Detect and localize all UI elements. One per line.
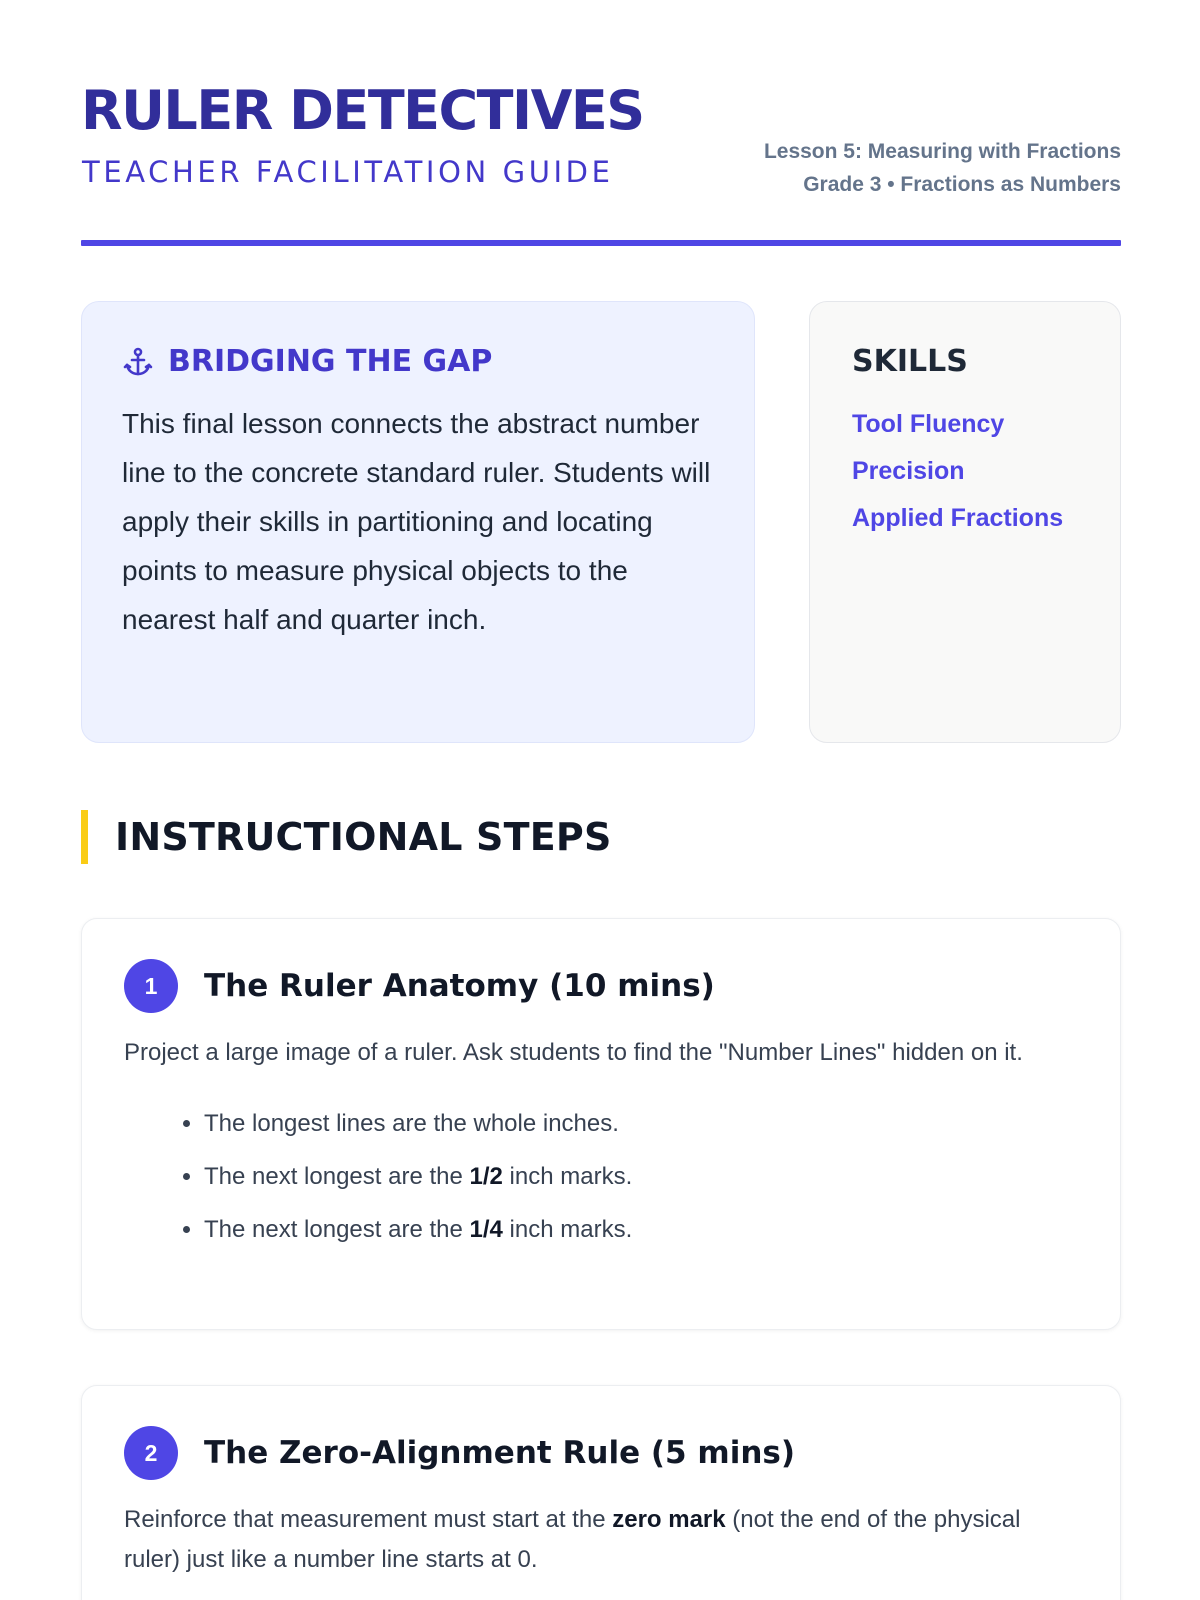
step-header [124,959,1078,1013]
step-bullets [124,1097,1078,1256]
step-header [124,1426,1078,1480]
header-divider [81,240,1121,246]
bullet-emphasis: 1/2 [469,1163,503,1190]
step-number-badge: 2 [124,1426,178,1480]
step-title: The Ruler Anatomy (10 mins) [204,968,715,1004]
guide-page [81,0,1121,1573]
bullet-item [204,1150,1078,1203]
bullet-item [204,1203,1078,1256]
step-card [81,1385,1121,1600]
skill-item[interactable]: Precision [852,457,965,485]
page-title: RULER DETECTIVES [81,79,644,142]
step-description: Project a large image of a ruler. Ask students to find the "Number Lines" hidden on it. [124,1039,1023,1066]
grade-info: Grade 3 • Fractions as Numbers [803,173,1121,196]
bullet-text: inch marks. [502,1163,633,1190]
step-card [81,918,1121,1330]
skills-list [852,401,1078,542]
skill-item[interactable]: Applied Fractions [852,504,1064,532]
bullet-text: The next longest are the [204,1216,470,1243]
bullet-text: inch marks. [502,1216,633,1243]
skill-item[interactable]: Tool Fluency [852,410,1005,438]
bridging-header [122,344,714,379]
step-title: The Zero-Alignment Rule (5 mins) [204,1435,796,1471]
bullet-text: The longest lines are the whole inches. [204,1110,619,1137]
page-subtitle: TEACHER FACILITATION GUIDE [82,155,614,189]
bridging-text: This final lesson connects the abstract number line to the concrete standard ruler. Students will apply their skills in partitioning and locating points to measure physical objects to the nearest half and quarter inch. [122,408,711,635]
desc-emphasis: zero mark [612,1506,726,1533]
lesson-meta [764,135,1121,201]
step-number-badge: 1 [124,959,178,1013]
bullet-item [204,1097,1078,1150]
step-description [124,1500,1078,1580]
guide-header [81,0,1121,248]
section-heading [81,810,612,864]
bridging-title: BRIDGING THE GAP [168,344,493,379]
bullet-text: The next longest are the [204,1163,470,1190]
skills-title: SKILLS [852,344,968,379]
lesson-name: Lesson 5: Measuring with Fractions [763,140,1121,163]
bridging-card [81,301,755,743]
desc-text: Reinforce that measurement must start at the [124,1506,613,1533]
desc-text: (not the end of the physical ruler) just like a number line starts at 0. [124,1506,1021,1573]
skills-card [809,301,1121,743]
bullet-emphasis: 1/4 [469,1216,503,1243]
anchor-icon [122,346,154,378]
section-title: INSTRUCTIONAL STEPS [115,815,612,859]
